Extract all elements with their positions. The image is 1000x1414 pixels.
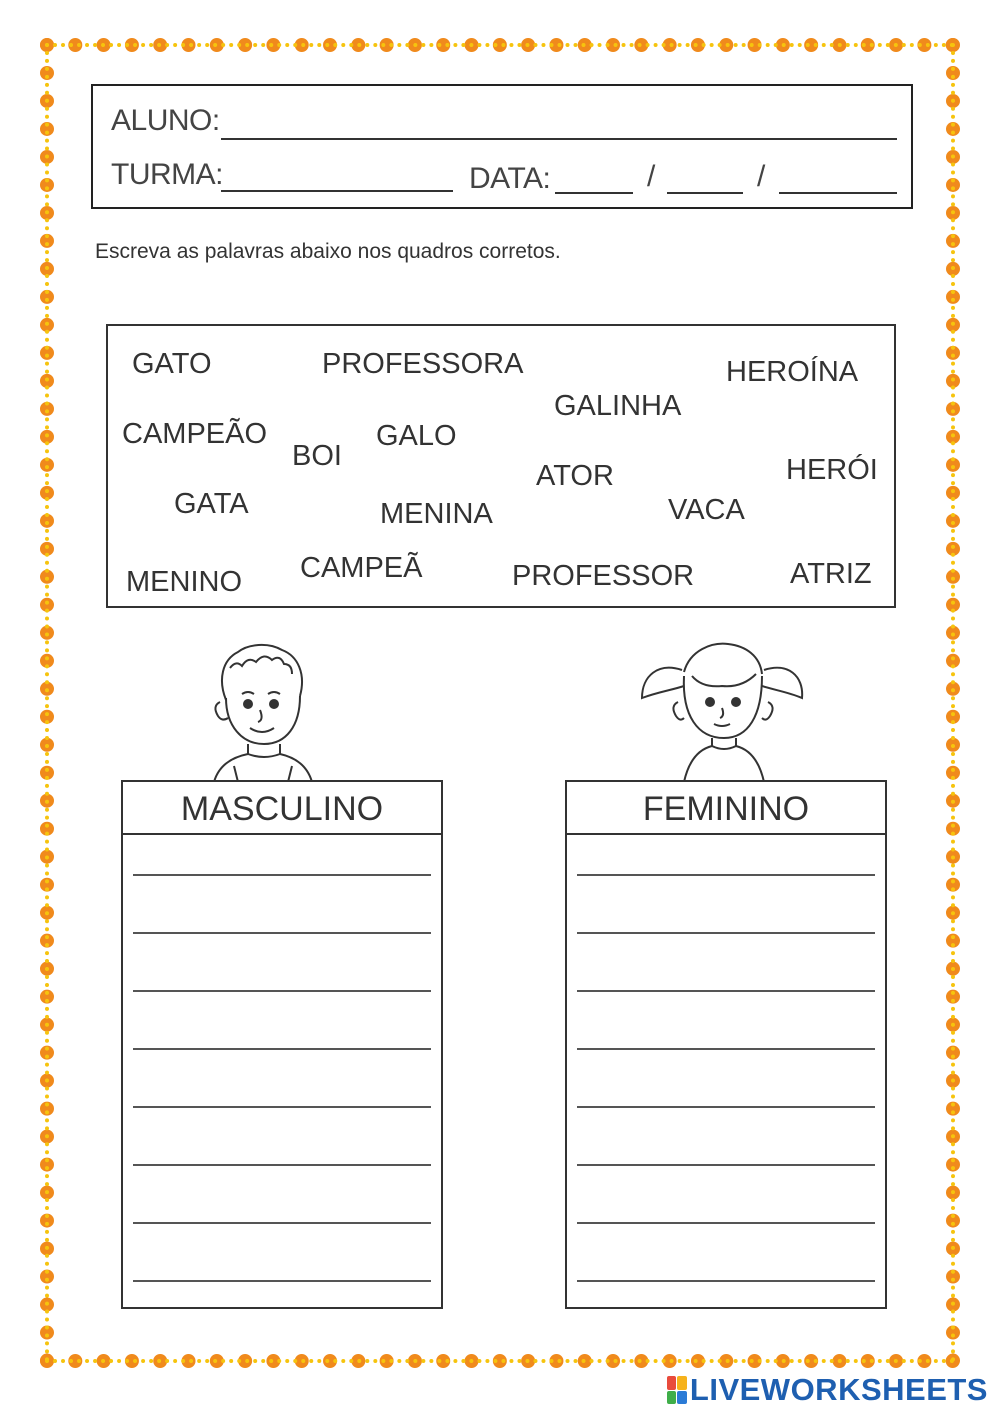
date-separator: / bbox=[757, 160, 766, 193]
answer-line[interactable] bbox=[577, 1164, 875, 1166]
word-item[interactable]: MENINA bbox=[380, 498, 493, 530]
date-year-field[interactable] bbox=[779, 192, 897, 194]
masculino-column bbox=[121, 780, 443, 1309]
liveworksheets-logo-icon bbox=[667, 1376, 687, 1404]
word-item[interactable]: GALINHA bbox=[554, 390, 682, 422]
word-item[interactable]: BOI bbox=[292, 440, 342, 472]
answer-line[interactable] bbox=[577, 990, 875, 992]
boy-icon bbox=[208, 640, 318, 782]
student-info-box bbox=[91, 84, 913, 209]
word-item[interactable]: PROFESSORA bbox=[322, 348, 524, 380]
masculino-title: MASCULINO bbox=[123, 782, 441, 835]
answer-line[interactable] bbox=[577, 1222, 875, 1224]
word-item[interactable]: HEROÍNA bbox=[726, 356, 859, 388]
answer-line[interactable] bbox=[133, 1106, 431, 1108]
date-month-field[interactable] bbox=[667, 192, 743, 194]
word-item[interactable]: ATOR bbox=[536, 460, 614, 492]
answer-line[interactable] bbox=[577, 932, 875, 934]
answer-line[interactable] bbox=[133, 1222, 431, 1224]
date-separator: / bbox=[647, 160, 656, 193]
feminino-column bbox=[565, 780, 887, 1309]
feminino-title: FEMININO bbox=[567, 782, 885, 835]
turma-label: TURMA: bbox=[111, 158, 223, 191]
word-item[interactable]: GATO bbox=[132, 348, 212, 380]
answer-line[interactable] bbox=[577, 1048, 875, 1050]
word-item[interactable]: ATRIZ bbox=[790, 558, 872, 590]
watermark-text: LIVEWORKSHEETS bbox=[689, 1372, 988, 1407]
turma-field[interactable] bbox=[221, 190, 453, 192]
answer-line[interactable] bbox=[133, 1280, 431, 1282]
answer-line[interactable] bbox=[133, 990, 431, 992]
answer-line[interactable] bbox=[133, 1164, 431, 1166]
word-bank bbox=[106, 324, 896, 608]
answer-line[interactable] bbox=[577, 1280, 875, 1282]
answer-line[interactable] bbox=[577, 874, 875, 876]
aluno-label: ALUNO: bbox=[111, 104, 220, 137]
answer-line[interactable] bbox=[577, 1106, 875, 1108]
word-item[interactable]: CAMPEÃO bbox=[122, 418, 268, 450]
date-day-field[interactable] bbox=[555, 192, 633, 194]
data-label: DATA: bbox=[469, 162, 551, 195]
liveworksheets-watermark bbox=[667, 1372, 988, 1408]
girl-icon bbox=[638, 636, 808, 782]
word-item[interactable]: GATA bbox=[174, 488, 249, 520]
answer-line[interactable] bbox=[133, 874, 431, 876]
word-item[interactable]: MENINO bbox=[126, 566, 242, 598]
word-item[interactable]: PROFESSOR bbox=[512, 560, 695, 592]
word-item[interactable]: GALO bbox=[376, 420, 457, 452]
instruction-text: Escreva as palavras abaixo nos quadros corretos. bbox=[95, 240, 561, 263]
word-item[interactable]: CAMPEÃ bbox=[300, 552, 423, 584]
answer-line[interactable] bbox=[133, 932, 431, 934]
word-item[interactable]: VACA bbox=[668, 494, 745, 526]
word-item[interactable]: HERÓI bbox=[786, 454, 878, 486]
aluno-field[interactable] bbox=[221, 138, 897, 140]
answer-line[interactable] bbox=[133, 1048, 431, 1050]
